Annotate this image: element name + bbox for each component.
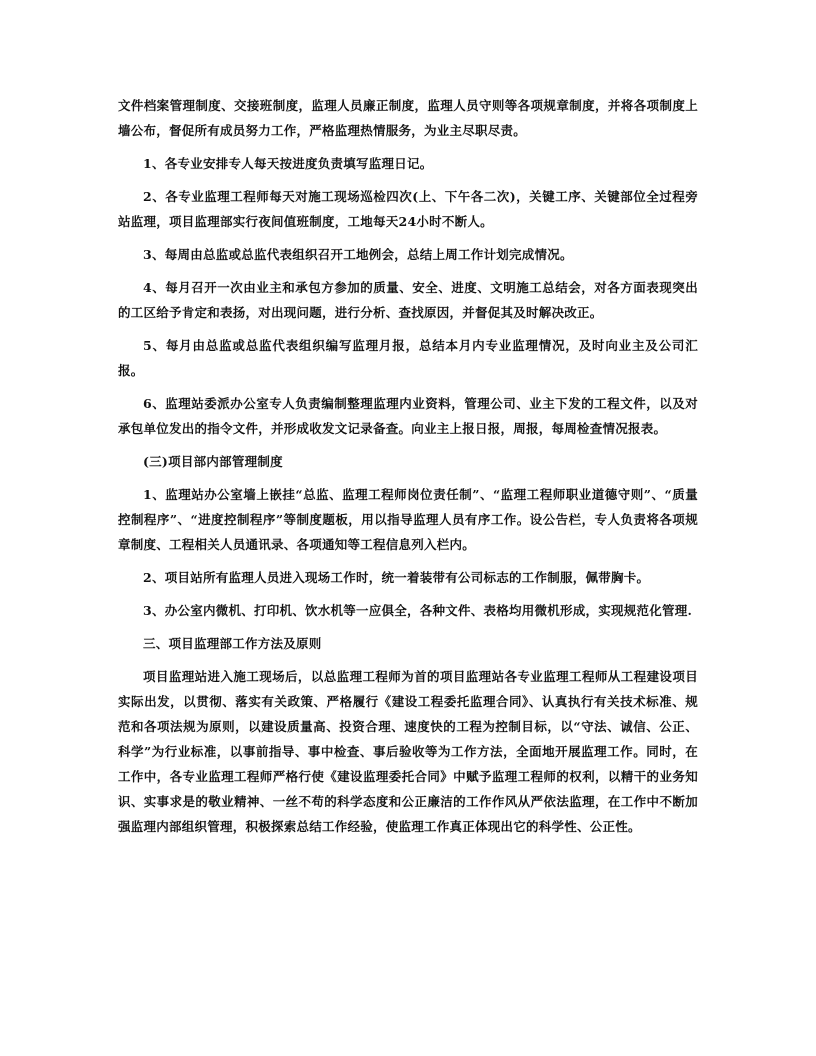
paragraph-rule-5: 5、每月由总监或总监代表组织编写监理月报，总结本月内专业监理情况，及时向业主及公司汇报。 — [118, 338, 698, 378]
document-body — [118, 93, 698, 839]
paragraph-internal-2: 2、项目站所有监理人员进入现场工作时，统一着装带有公司标志的工作制服，佩带胸卡。 — [143, 570, 650, 585]
section-heading-work-methods: 三、项目监理部工作方法及原则 — [143, 636, 322, 651]
paragraph-internal-3: 3、办公室内微机、打印机、饮水机等一应俱全，各种文件、表格均用微机形成，实现规范化管理. — [143, 603, 693, 618]
paragraph-rule-4: 4、每月召开一次由业主和承包方参加的质量、安全、进度、文明施工总结会，对各方面表现突出的工区给予肯定和表扬，对出现问题，进行分析、查找原因，并督促其及时解决改正。 — [118, 280, 698, 320]
paragraph-internal-1: 1、监理站办公室墙上嵌挂“总监、监理工程师岗位责任制”、“监理工程师职业道德守则”、“质量控制程序”、“进度控制程序”等制度题板，用以指导监理人员有序工作。设公告栏，专人负责将各项规章制度、工程相关人员通讯录、各项通知等工程信息列入栏内。 — [118, 487, 698, 552]
section-heading-internal-management: (三)项目部内部管理制度 — [143, 454, 283, 469]
paragraph-rules-intro: 文件档案管理制度、交接班制度，监理人员廉正制度，监理人员守则等各项规章制度，并将各项制度上墙公布，督促所有成员努力工作，严格监理热情服务，为业主尽职尽责。 — [118, 98, 698, 138]
paragraph-rule-2: 2、各专业监理工程师每天对施工现场巡检四次(上、下午各二次)，关键工序、关键部位全过程旁站监理，项目监理部实行夜间值班制度，工地每天24小时不断人。 — [118, 189, 698, 229]
paragraph-rule-1: 1、各专业安排专人每天按进度负责填写监理日记。 — [143, 156, 433, 171]
paragraph-rule-6: 6、监理站委派办公室专人负责编制整理监理内业资料，管理公司、业主下发的工程文件，以及对承包单位发出的指令文件，并形成收发文记录备查。向业主上报日报，周报，每周检查情况报表。 — [118, 396, 698, 436]
paragraph-rule-3: 3、每周由总监或总监代表组织召开工地例会，总结上周工作计划完成情况。 — [143, 247, 573, 262]
paragraph-work-methods: 项目监理站进入施工现场后，以总监理工程师为首的项目监理站各专业监理工程师从工程建设项目实际出发，以贯彻、落实有关政策、严格履行《建设工程委托监理合同》、认真执行有关技术标准、规范和各项法规为原则，以建设质量高、投资合理、速度快的工程为控制目标，以“守法、诚信、公正、科学”为行业标准，以事前指导、事中检查、事后验收等为工作方法，全面地开展监理工作。同时，在工作中，各专业监理工程师严格行使《建设监理委托合同》中赋予监理工程师的权利，以精干的业务知识、实事求是的敬业精神、一丝不苟的科学态度和公正廉洁的工作作风从严依法监理，在工作中不断加强监理内部组织管理，积极探索总结工作经验，使监理工作真正体现出它的科学性、公正性。 — [118, 669, 698, 834]
